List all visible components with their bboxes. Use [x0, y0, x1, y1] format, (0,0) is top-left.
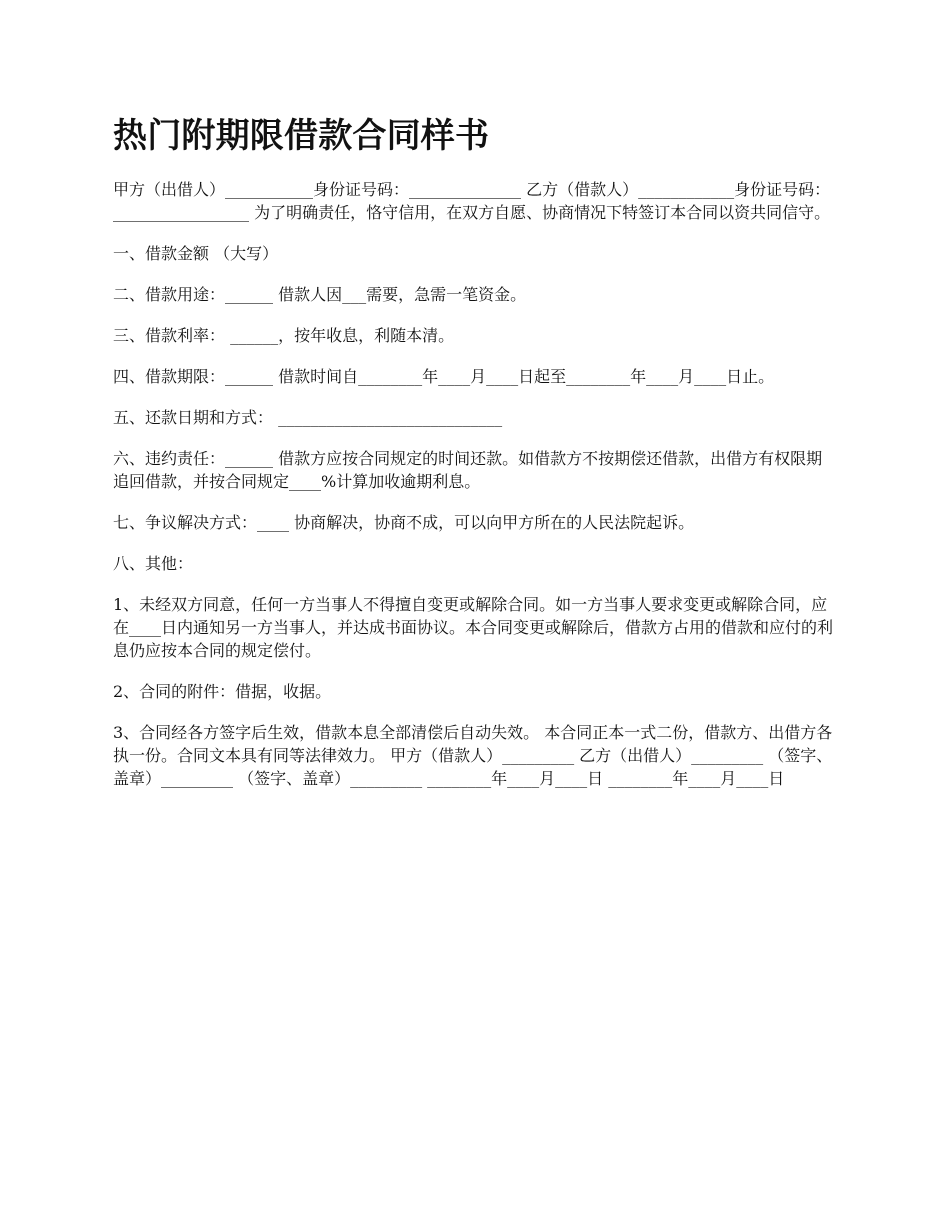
repayment-method-clause: 五、还款日期和方式： ____________________________ — [113, 408, 503, 427]
other-clause-2: 2、合同的附件：借据，收据。 — [113, 682, 332, 701]
dispute-resolution-clause: 七、争议解决方式：____ 协商解决，协商不成，可以向甲方所在的人民法院起诉。 — [113, 513, 695, 532]
loan-amount-clause: 一、借款金额 （大写） — [113, 244, 279, 263]
loan-term-clause: 四、借款期限：______ 借款时间自________年____月____日起至________年____月____日止。 — [113, 367, 775, 386]
other-clause-1: 1、未经双方同意，任何一方当事人不得擅自变更或解除合同。如一方当事人要求变更或解除合同，应在____日内通知另一方当事人，并达成书面协议。本合同变更或解除后，借款方占用的借款和应付的利息仍应按本合同的规定偿付。 — [113, 595, 834, 660]
interest-rate-clause: 三、借款利率： ______，按年收息，利随本清。 — [113, 326, 455, 345]
other-clauses-heading: 八、其他： — [113, 554, 194, 573]
loan-purpose-clause: 二、借款用途：______ 借款人因___需要，急需一笔资金。 — [113, 285, 527, 304]
other-clause-3-signatures: 3、合同经各方签字后生效，借款本息全部清偿后自动失效。 本合同正本一式二份，借款方、出借方各执一份。合同文本具有同等法律效力。 甲方（借款人）_________ 乙方（出借人）_________ （签字、盖章）_________ （签字、盖章）_________ ________年____月____日 ________年____月____日 — [113, 723, 833, 788]
breach-liability-clause: 六、违约责任：______ 借款方应按合同规定的时间还款。如借款方不按期偿还借款，出借方有权限期追回借款，并按合同规定____%计算加收逾期利息。 — [113, 449, 823, 491]
document-title: 热门附期限借款合同样书 — [113, 116, 490, 156]
document-body — [113, 178, 838, 808]
party-info-paragraph: 甲方（出借人）___________身份证号码：______________ 乙方（借款人）____________身份证号码：_________________ 为了明确责任，恪守信用，在双方自愿、协商情况下特签订本合同以资共同信守。 — [113, 180, 831, 222]
